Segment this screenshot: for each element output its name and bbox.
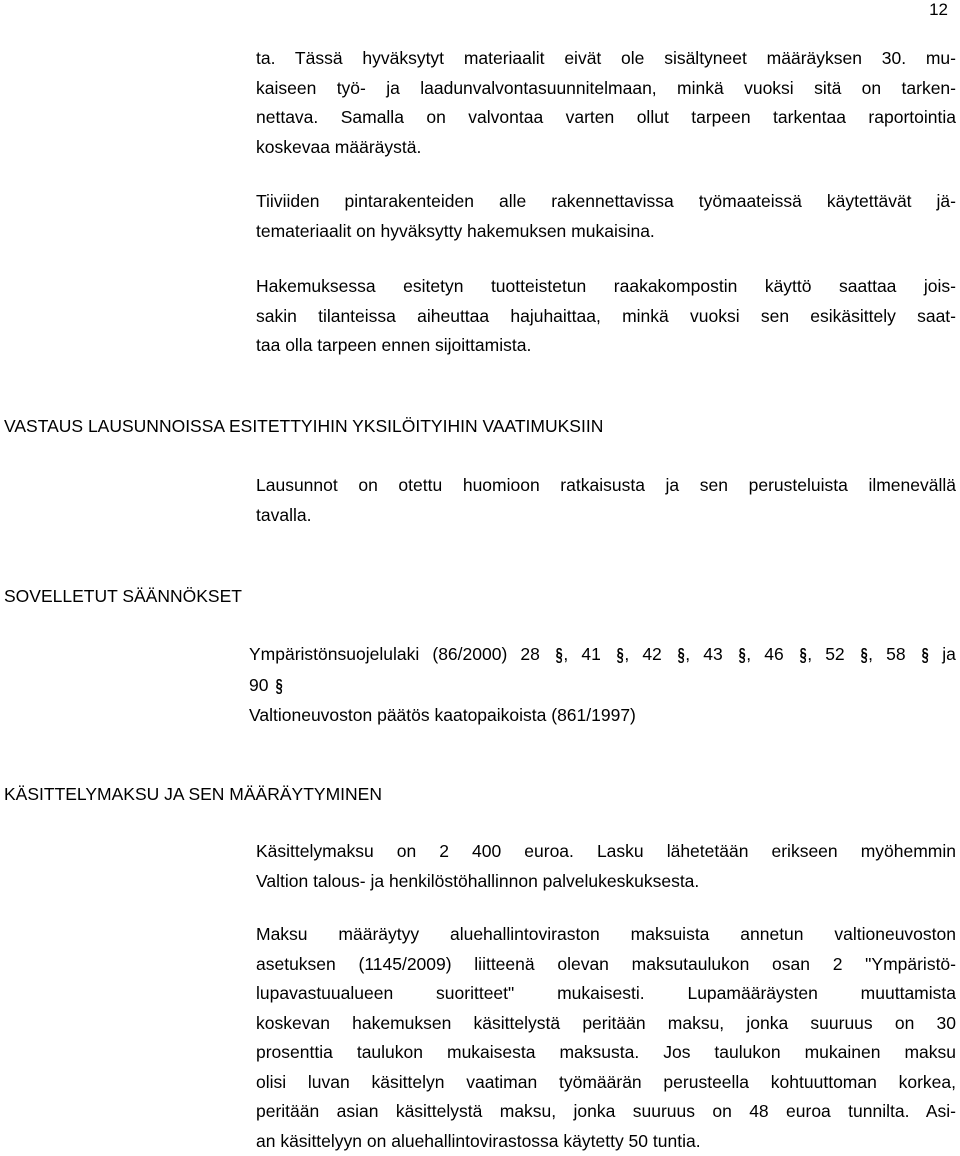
law-part: , 58	[868, 644, 905, 664]
section-symbol: §	[860, 638, 867, 673]
text-line: koskevaa määräystä.	[256, 133, 956, 163]
law-prefix: Ympäristönsuojelulaki (86/2000) 28	[249, 644, 540, 664]
text-line: asetuksen (1145/2009) liitteenä olevan maksutaulukon osan 2 "Ympäristö-	[256, 950, 956, 980]
heading-fee: KÄSITTELYMAKSU JA SEN MÄÄRÄYTYMINEN	[4, 782, 382, 806]
text-line: Valtion talous- ja henkilöstöhallinnon palvelukeskuksesta.	[256, 867, 956, 897]
paragraph-materials	[256, 44, 956, 162]
paragraph-fee-amount	[256, 837, 956, 896]
paragraph-fee-basis	[256, 920, 956, 1156]
text-line: Maksu määräytyy aluehallintoviraston maksuista annetun valtioneuvoston	[256, 920, 956, 950]
text-line: ta. Tässä hyväksytyt materiaalit eivät ole sisältyneet määräyksen 30. mu-	[256, 44, 956, 74]
paragraph-applied-rules	[249, 640, 956, 731]
text-line: peritään asian käsittelystä maksu, jonka suuruus on 48 euroa tunnilta. Asi-	[256, 1097, 956, 1127]
paragraph-response	[256, 471, 956, 530]
law-part: , 46	[746, 644, 783, 664]
law-part: , 43	[685, 644, 722, 664]
text-line: Hakemuksessa esitetyn tuotteistetun raakakompostin käyttö saattaa jois-	[256, 272, 956, 302]
law-and: ja	[929, 644, 956, 664]
text-line: Käsittelymaksu on 2 400 euroa. Lasku lähetetään erikseen myöhemmin	[256, 837, 956, 867]
text-line: tavalla.	[256, 501, 956, 531]
paragraph-compost	[256, 272, 956, 361]
law-part: , 41	[563, 644, 600, 664]
text-line: kaiseen työ- ja laadunvalvontasuunnitelmaan, minkä vuoksi sitä on tarken-	[256, 74, 956, 104]
text-line: taa olla tarpeen ennen sijoittamista.	[256, 331, 956, 361]
text-line: koskevan hakemuksen käsittelystä peritään maksu, jonka suuruus on 30	[256, 1009, 956, 1039]
section-symbol: §	[556, 638, 563, 673]
section-symbol: §	[921, 638, 928, 673]
law-part: , 52	[807, 644, 844, 664]
law-part: , 42	[624, 644, 661, 664]
page-number: 12	[929, 0, 948, 20]
text-line: prosenttia taulukon mukaisesta maksusta. Jos taulukon mukainen maksu	[256, 1038, 956, 1068]
decision-line: Valtioneuvoston päätös kaatopaikoista (861/1997)	[249, 701, 956, 731]
section-symbol: §	[276, 669, 283, 704]
text-line: Lausunnot on otettu huomioon ratkaisusta ja sen perusteluista ilmenevällä	[256, 471, 956, 501]
text-line: an käsittelyyn on aluehallintovirastossa käytetty 50 tuntia.	[256, 1127, 956, 1156]
text-line: lupavastuualueen suoritteet" mukaisesti. Lupamääräysten muuttamista	[256, 979, 956, 1009]
section-symbol: §	[617, 638, 624, 673]
section-symbol: §	[739, 638, 746, 673]
text-line: Tiiviiden pintarakenteiden alle rakennettavissa työmaateissä käytettävät jä-	[256, 187, 956, 217]
text-line: olisi luvan käsittelyn vaatiman työmäärän perusteella kohtuuttoman korkea,	[256, 1068, 956, 1098]
law-line	[249, 640, 956, 671]
paragraph-waste-materials	[256, 187, 956, 246]
law-line-end	[249, 671, 956, 702]
section-symbol: §	[678, 638, 685, 673]
text-line: sakin tilanteissa aiheuttaa hajuhaittaa, minkä vuoksi sen esikäsittely saat-	[256, 302, 956, 332]
heading-response: VASTAUS LAUSUNNOISSA ESITETTYIHIN YKSILÖITYIHIN VAATIMUKSIIN	[4, 414, 603, 438]
text-line: nettava. Samalla on valvontaa varten ollut tarpeen tarkentaa raportointia	[256, 103, 956, 133]
section-symbol: §	[799, 638, 806, 673]
heading-applied-rules: SOVELLETUT SÄÄNNÖKSET	[4, 584, 242, 608]
law-last: 90	[249, 675, 268, 695]
text-line: temateriaalit on hyväksytty hakemuksen mukaisina.	[256, 217, 956, 247]
